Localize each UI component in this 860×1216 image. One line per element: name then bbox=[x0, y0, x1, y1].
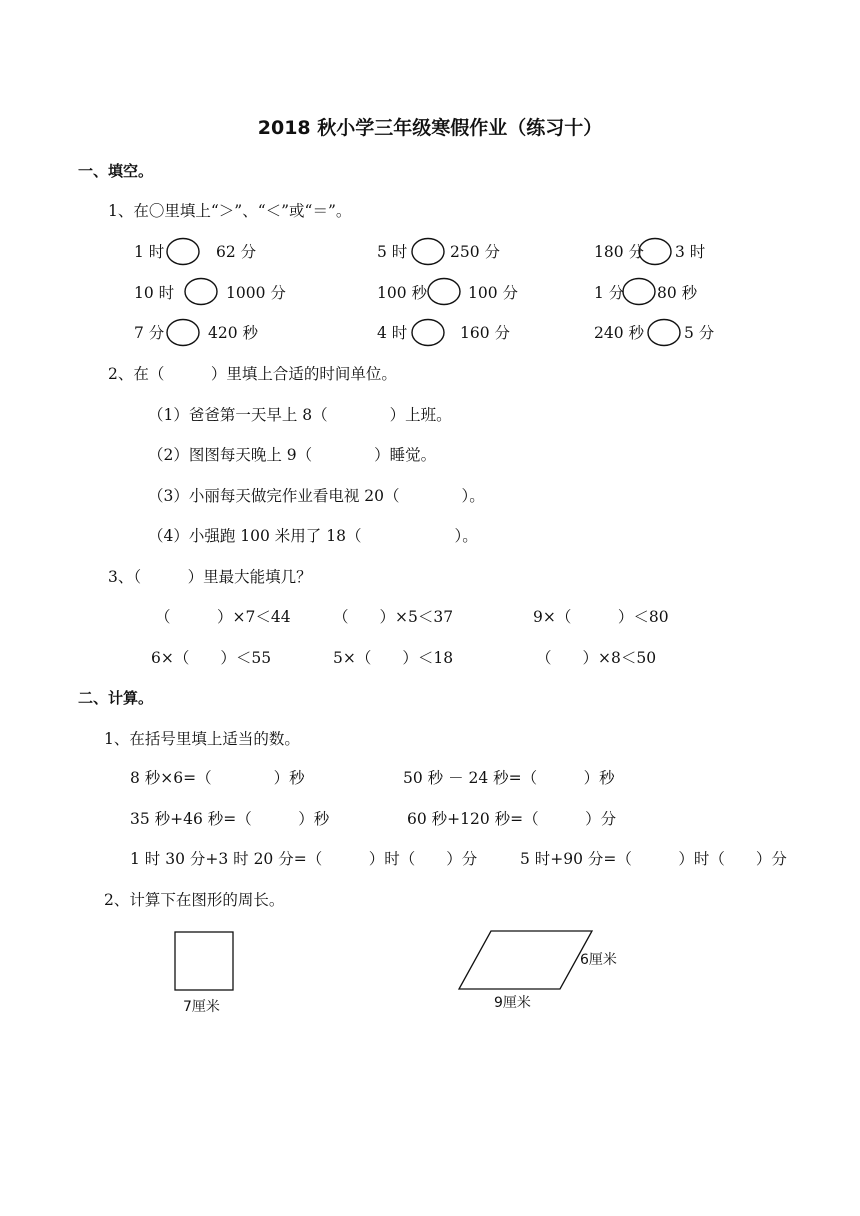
square-figure bbox=[174, 931, 236, 993]
calc-item: 50 秒 － 24 秒=（ ）秒 bbox=[403, 769, 615, 787]
q3-item: （ ）×5＜37 bbox=[333, 608, 454, 626]
compare-left: 100 秒 bbox=[377, 284, 428, 302]
square-label: 7厘米 bbox=[183, 999, 220, 1015]
q2-item: （3）小丽每天做完作业看电视 20（ ）。 bbox=[148, 487, 485, 505]
calc-item: 8 秒×6=（ ）秒 bbox=[130, 769, 305, 787]
compare-left: 4 时 bbox=[377, 324, 408, 342]
calc-q1-prompt: 1、在括号里填上适当的数。 bbox=[104, 730, 300, 748]
q2-item: （1）爸爸第一天早上 8（ ）上班。 bbox=[148, 406, 452, 424]
compare-oval[interactable] bbox=[166, 237, 202, 267]
calc-item: 1 时 30 分+3 时 20 分=（ ）时（ ）分 bbox=[130, 850, 478, 868]
compare-right: 62 分 bbox=[216, 243, 257, 261]
compare-left: 5 时 bbox=[377, 243, 408, 261]
q2-prompt: 2、在（ ）里填上合适的时间单位。 bbox=[108, 365, 397, 383]
q3-prompt: 3、（ ）里最大能填几？ bbox=[108, 568, 312, 586]
compare-oval[interactable] bbox=[411, 318, 447, 348]
compare-right: 80 秒 bbox=[657, 284, 698, 302]
compare-left: 1 分 bbox=[594, 284, 625, 302]
compare-oval[interactable] bbox=[166, 318, 202, 348]
q3-item: （ ）×7＜44 bbox=[155, 608, 291, 626]
compare-left: 10 时 bbox=[134, 284, 175, 302]
page-title: 2018 秋小学三年级寒假作业（练习十） bbox=[257, 117, 603, 139]
compare-oval[interactable] bbox=[427, 277, 463, 307]
calc-q2-prompt: 2、计算下在图形的周长。 bbox=[104, 891, 285, 909]
calc-item: 5 时+90 分=（ ）时（ ）分 bbox=[520, 850, 787, 868]
q3-item: 5×（ ）＜18 bbox=[333, 649, 454, 667]
compare-oval[interactable] bbox=[184, 277, 220, 307]
calc-item: 35 秒+46 秒=（ ）秒 bbox=[130, 810, 330, 828]
q2-item: （2）图图每天晚上 9（ ）睡觉。 bbox=[148, 446, 437, 464]
compare-oval[interactable] bbox=[638, 237, 674, 267]
compare-left: 180 分 bbox=[594, 243, 645, 261]
compare-oval[interactable] bbox=[622, 277, 658, 307]
compare-right: 3 时 bbox=[675, 243, 706, 261]
compare-right: 1000 分 bbox=[226, 284, 286, 302]
parallelogram-base-label: 9厘米 bbox=[494, 995, 531, 1011]
q3-item: 6×（ ）＜55 bbox=[151, 649, 272, 667]
q3-item: （ ）×8＜50 bbox=[536, 649, 657, 667]
compare-left: 240 秒 bbox=[594, 324, 645, 342]
calc-item: 60 秒+120 秒=（ ）分 bbox=[407, 810, 617, 828]
parallelogram-figure bbox=[458, 930, 594, 992]
compare-right: 250 分 bbox=[450, 243, 501, 261]
compare-oval[interactable] bbox=[411, 237, 447, 267]
q3-item: 9×（ ）＜80 bbox=[533, 608, 669, 626]
section-1-heading: 一、填空。 bbox=[78, 162, 154, 180]
compare-left: 1 时 bbox=[134, 243, 165, 261]
compare-right: 160 分 bbox=[460, 324, 511, 342]
q2-item: （4）小强跑 100 米用了 18（ ）。 bbox=[148, 527, 478, 545]
parallelogram-side-label: 6厘米 bbox=[580, 952, 617, 968]
section-2-heading: 二、计算。 bbox=[78, 689, 154, 707]
compare-oval[interactable] bbox=[647, 318, 683, 348]
compare-right: 5 分 bbox=[684, 324, 715, 342]
compare-right: 420 秒 bbox=[208, 324, 259, 342]
q1-prompt: 1、在〇里填上“＞”、“＜”或“＝”。 bbox=[108, 202, 352, 220]
compare-right: 100 分 bbox=[468, 284, 519, 302]
compare-left: 7 分 bbox=[134, 324, 165, 342]
